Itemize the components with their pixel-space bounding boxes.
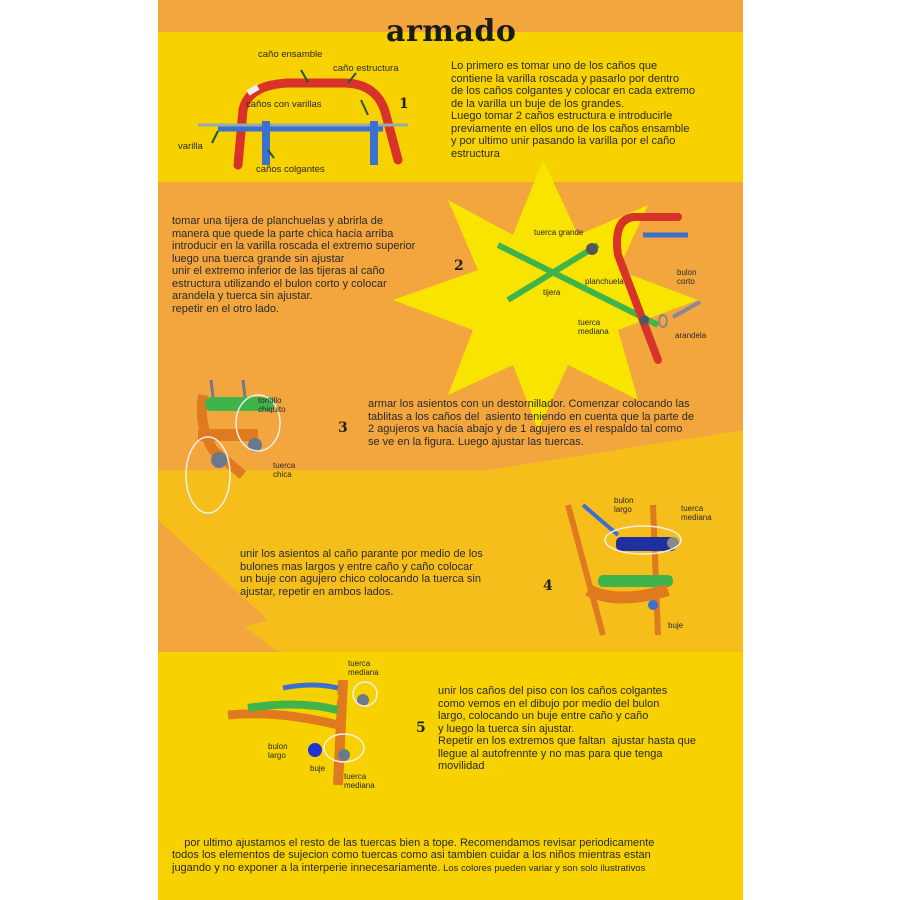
- label-cano-estructura: caño estructura: [333, 63, 399, 74]
- label-tuerca-mediana-5-bottom: tuerca mediana: [344, 772, 375, 790]
- label-tuerca-mediana: tuerca mediana: [578, 318, 609, 336]
- label-planchuela: planchuela: [585, 277, 624, 286]
- step4-number: 4: [543, 578, 553, 594]
- step1-text: Lo primero es tomar uno de los caños que contiene la varilla roscada y pasarlo por dentro de los caños colgantes y colocar en cada extremo de la varilla un buje de los grandes. Luego tomar 2 caños estructura e introducirle previamente en ellos uno de los caños ensamble y por ultimo unir pasando la varilla por el caño estructura: [451, 60, 695, 160]
- label-tuerca-grande: tuerca grande: [534, 228, 584, 237]
- step4-text: unir los asientos al caño parante por medio de los bulones mas largos y entre caño y caño colocar un buje con agujero chico colocando la tuerca sin ajustar, repetir en ambos lados.: [240, 548, 483, 598]
- step3-text: armar los asientos con un destornillador. Comenzar colocando las tablitas a los caños del asiento teniendo en cuenta que la parte de 2 agujeros va hacia abajo y de 1 agujero es el respaldo tal como se ve en la figura. Luego ajustar las tuercas.: [368, 398, 694, 448]
- label-tuerca-mediana-4: tuerca mediana: [681, 504, 712, 522]
- label-tuerca-chica: tuerca chica: [273, 461, 296, 479]
- instruction-sheet: [158, 0, 743, 900]
- footer-note: Los colores pueden variar y son solo ilustrativos: [440, 862, 646, 874]
- label-tijera: tijera: [543, 288, 561, 297]
- label-tornillo-chiquito: tornillo chiquito: [258, 396, 286, 414]
- label-buje-5: buje: [310, 764, 326, 773]
- label-cano-ensamble: caño ensamble: [258, 49, 323, 60]
- step2-text: tomar una tijera de planchuelas y abrirla de manera que quede la parte chica hacia arriba introducir en la varilla roscada el extremo superior luego una tuerca grande sin ajustar unir el extremo inferior de las tijeras al caño estructura utilizando el bulon corto y colocar arandela y tuerca sin ajustar. repetir en el otro lado.: [172, 215, 416, 315]
- step5-text: unir los caños del piso con los caños colgantes como vemos en el dibujo por medio del bulon largo, colocando un buje entre caño y caño y luego la tuerca sin ajustar. Repetir en los extremos que faltan ajustar hasta que llegue al autofrennte y no mas para que tenga movilidad: [438, 685, 697, 772]
- footer-main: por ultimo ajustamos el resto de las tuercas bien a tope. Recomendamos revisar periodicamente todos los elementos de sujecion como tuercas como asi tambien cuidar a los niños mientras estan jugando y no exponer a la interperie innecesariamente.: [172, 836, 655, 874]
- step3-number: 3: [338, 420, 348, 436]
- label-bulon-largo: bulon largo: [614, 496, 634, 514]
- label-bulon-largo-5: bulon largo: [268, 742, 288, 760]
- label-tuerca-mediana-5-top: tuerca mediana: [348, 659, 379, 677]
- label-arandela: arandela: [675, 331, 707, 340]
- step2-number: 2: [454, 258, 464, 274]
- label-buje-4: buje: [668, 621, 684, 630]
- label-varilla: varilla: [178, 141, 203, 152]
- step5-number: 5: [416, 720, 426, 736]
- page-title: armado: [386, 14, 517, 49]
- label-canos-colgantes: caños colgantes: [256, 164, 325, 175]
- step1-number: 1: [399, 96, 409, 112]
- label-bulon-corto: bulon corto: [677, 268, 697, 286]
- footer-text: [172, 824, 654, 888]
- label-canos-con-varillas: caños con varillas: [246, 99, 322, 110]
